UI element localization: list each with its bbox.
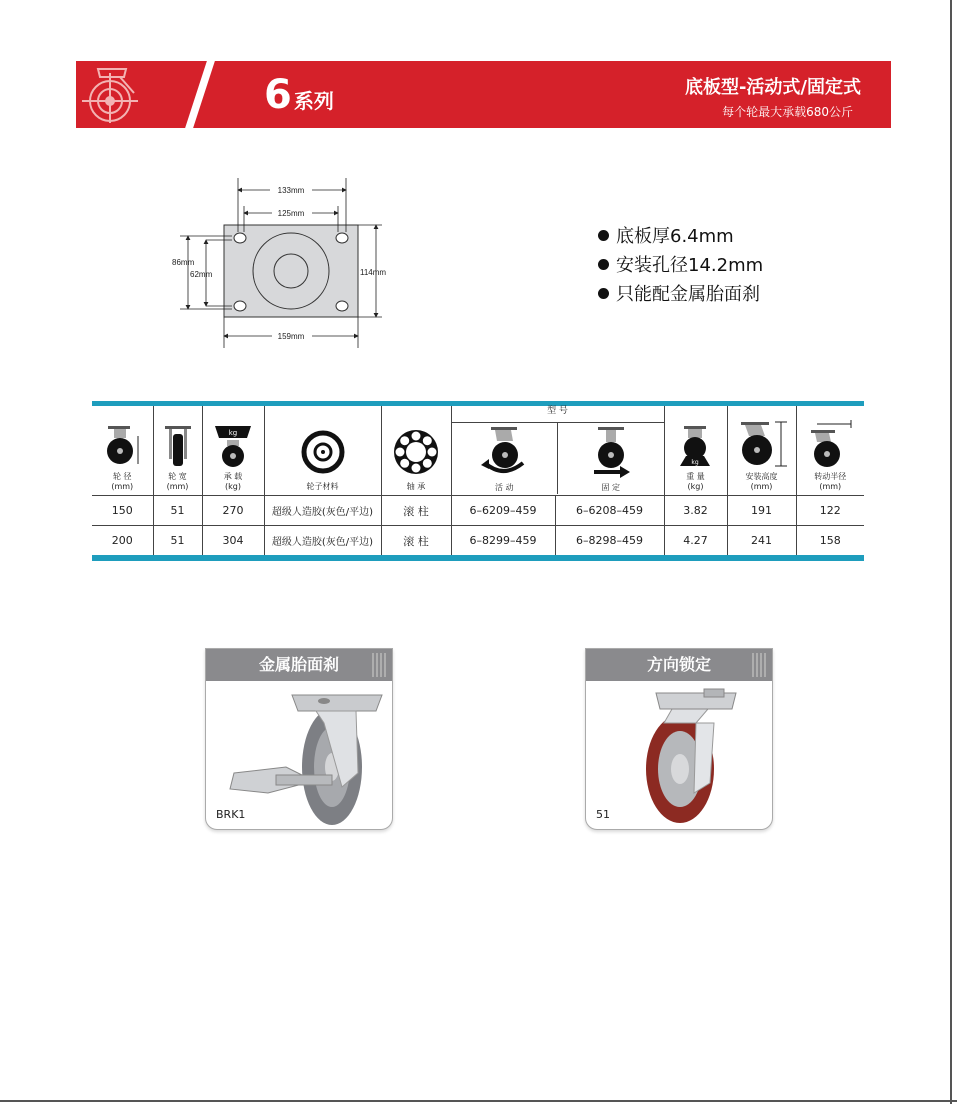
wheel-material-icon (301, 430, 345, 474)
mounting-plate-drawing (160, 170, 420, 360)
cell-model-swivel: 6–6209–459 (451, 496, 555, 526)
card-code: 51 (596, 808, 610, 821)
dim-outer-width: 133mm (277, 186, 305, 195)
bullet-icon (598, 288, 609, 299)
wheel-diameter-icon (102, 424, 142, 468)
spec-table (92, 401, 864, 561)
cell-material: 超级人造胶(灰色/平边) (264, 496, 381, 526)
th-model-sub (452, 423, 664, 494)
feature-item: 只能配金属胎面刹 (598, 280, 763, 309)
mount-height-icon (735, 420, 789, 468)
bullet-icon (598, 259, 609, 270)
series-number: 6 (264, 72, 292, 118)
th-model-fixed: 固 定 (558, 423, 664, 494)
swivel-radius-icon (805, 420, 855, 468)
cell-wheel-diameter: 150 (92, 496, 153, 526)
bearing-icon (392, 428, 440, 476)
dim-right-height: 114mm (360, 268, 387, 277)
feature-item: 底板厚6.4mm (598, 222, 763, 251)
bullet-icon (598, 230, 609, 241)
direction-lock-caster-image (586, 683, 772, 829)
cell-material: 超级人造胶(灰色/平边) (264, 526, 381, 556)
cell-load: 304 (202, 526, 264, 556)
banner-divider (185, 61, 215, 128)
cell-radius: 158 (796, 526, 864, 556)
series-label: 系列 (293, 89, 334, 113)
cell-wheel-width: 51 (153, 526, 202, 556)
cell-load: 270 (202, 496, 264, 526)
cell-weight: 4.27 (664, 526, 727, 556)
product-card-direction-lock (585, 648, 773, 830)
cell-model-swivel: 6–8299–459 (451, 526, 555, 556)
th-weight: kg 重 量 (kg) (664, 406, 727, 496)
th-material: 轮子材料 (264, 406, 381, 496)
cell-height: 191 (727, 496, 796, 526)
wheel-width-icon (163, 424, 193, 468)
th-wheel-diameter: 轮 径 (mm) (92, 406, 153, 496)
cell-wheel-width: 51 (153, 496, 202, 526)
page-edge-bottom (0, 1100, 957, 1102)
cell-radius: 122 (796, 496, 864, 526)
th-model-swivel: 活 动 (452, 423, 559, 494)
header-banner (76, 61, 891, 128)
th-model-label: 型 号 (452, 406, 664, 423)
table-row (92, 496, 864, 526)
cell-bearing: 滚 柱 (381, 496, 451, 526)
cell-model-fixed: 6–6208–459 (555, 496, 664, 526)
svg-text:kg: kg (690, 459, 699, 466)
cell-height: 241 (727, 526, 796, 556)
card-title: 方向锁定 (586, 649, 772, 681)
dim-hole-height: 62mm (190, 270, 213, 279)
card-title-stripes (752, 653, 766, 677)
load-kg-icon (209, 424, 257, 468)
banner-subtitle: 每个轮最大承载680公斤 (722, 105, 853, 119)
dim-outer-height: 86mm (172, 258, 195, 267)
card-code: BRK1 (216, 808, 246, 821)
table-row (92, 526, 864, 556)
cell-wheel-diameter: 200 (92, 526, 153, 556)
card-title-stripes (372, 653, 386, 677)
th-load: kg 承 载 (kg) (202, 406, 264, 496)
series-title (264, 73, 334, 117)
feature-list (598, 222, 763, 309)
swivel-caster-icon (479, 425, 529, 479)
product-card-brake (205, 648, 393, 830)
card-title: 金属胎面刹 (206, 649, 392, 681)
cell-weight: 3.82 (664, 496, 727, 526)
cell-model-fixed: 6–8298–459 (555, 526, 664, 556)
th-model (451, 406, 664, 496)
th-wheel-width: 轮 宽 (mm) (153, 406, 202, 496)
feature-item: 安装孔径14.2mm (598, 251, 763, 280)
cell-bearing: 滚 柱 (381, 526, 451, 556)
weight-icon (674, 424, 718, 468)
page-edge-right (950, 0, 952, 1104)
th-radius: 转动半径 (mm) (796, 406, 864, 496)
caster-logo-icon (80, 63, 144, 125)
table-bottom-bar (92, 555, 864, 561)
dim-hole-width: 125mm (277, 209, 305, 218)
th-bearing: 轴 承 (381, 406, 451, 496)
banner-title: 底板型-活动式/固定式 (684, 77, 861, 98)
dim-bottom-width: 159mm (277, 332, 305, 341)
th-height: 安装高度 (mm) (727, 406, 796, 496)
table-header-row (92, 406, 864, 496)
svg-text:kg: kg (228, 429, 238, 437)
fixed-caster-icon (586, 425, 636, 479)
